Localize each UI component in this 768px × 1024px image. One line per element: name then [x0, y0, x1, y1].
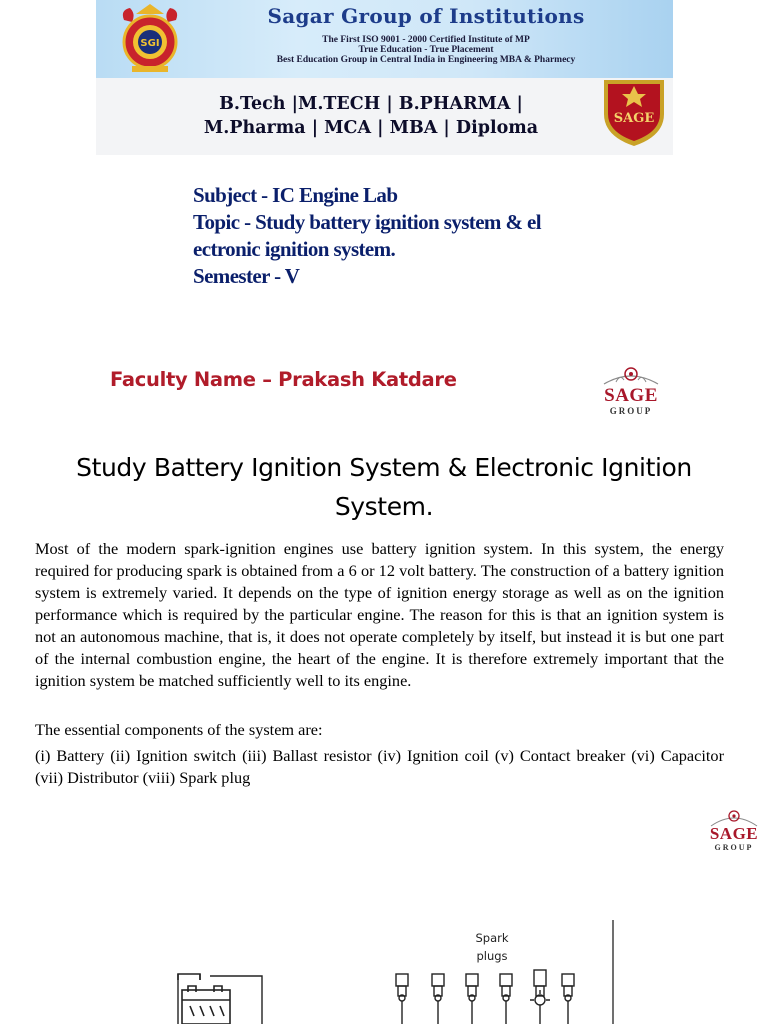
topic-line: Topic - Study battery ignition system & el	[193, 210, 541, 234]
sage-logo-group-small: GROUP	[714, 843, 754, 852]
semester-line: Semester - V	[193, 264, 300, 288]
banner-tagline: True Education - True Placement	[358, 45, 494, 55]
components-heading: The essential components of the system are:	[35, 720, 323, 739]
header-banner	[96, 0, 673, 155]
topic-line-continued: ectronic ignition system.	[193, 237, 396, 261]
article-title: Study Battery Ignition System & Electronic Ignition System.	[76, 453, 692, 521]
courses-list	[156, 92, 586, 140]
sgi-logo-icon	[114, 2, 186, 74]
sage-logo-group: GROUP	[609, 406, 653, 416]
subject-info	[193, 182, 613, 290]
sage-group-logo	[598, 362, 664, 420]
ignition-system-diagram	[170, 920, 630, 1024]
courses-line-1: B.Tech |M.TECH | B.PHARMA |	[219, 94, 523, 114]
battery-icon	[178, 974, 230, 1024]
sage-university-shield-icon	[596, 74, 672, 150]
sage-group-logo-small	[706, 806, 762, 856]
sage-shield-lettering: SAGE	[613, 111, 655, 126]
banner-iso-line: The First ISO 9001 - 2000 Certified Institute of MP	[322, 35, 530, 45]
sgi-logo-lettering: SGI	[140, 38, 160, 49]
subject-line: Subject - IC Engine Lab	[193, 183, 398, 207]
components-list: (i) Battery (ii) Ignition switch (iii) Ballast resistor (iv) Ignition coil (v) Contact breaker (vi) Capacitor (vii) Distributor (viii) Spark plug	[35, 746, 724, 787]
sage-logo-word-small: SAGE	[709, 824, 759, 843]
institution-name: Sagar Group of Institutions	[267, 4, 585, 28]
spark-plugs-icon	[396, 970, 574, 1024]
spark-plugs-label	[462, 929, 522, 965]
spark-plugs-label-line2: plugs	[476, 949, 508, 963]
spark-plugs-label-line1: Spark	[475, 931, 509, 945]
faculty-name: Faculty Name – Prakash Katdare	[110, 368, 457, 391]
intro-paragraph: Most of the modern spark-ignition engines use battery ignition system. In this system, the energy required for producing spark is obtained from a 6 or 12 volt battery. The construction of a battery ignition system is extremely varied. It depends on the type of ignition energy storage as well as on the ignition performance which is required by the particular engine. The reason for this is that an ignition system is not an autonomous machine, that is, it does not operate completely by itself, but instead it is but one part of the internal combustion engine, the heart of the engine. It is therefore extremely important that the ignition system be matched sufficiently well to its engine.	[35, 539, 724, 690]
courses-line-2: M.Pharma | MCA | MBA | Diploma	[203, 118, 539, 138]
sage-logo-word: SAGE	[604, 385, 658, 406]
banner-description: Best Education Group in Central India in Engineering MBA & Pharmecy	[276, 55, 576, 65]
